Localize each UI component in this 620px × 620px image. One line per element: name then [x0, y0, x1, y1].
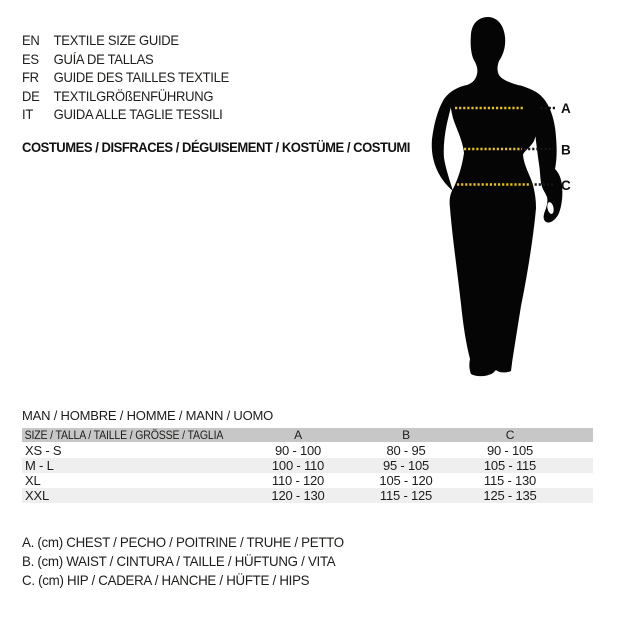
size-cell: XL	[25, 473, 41, 488]
filler-cell	[561, 488, 593, 503]
size-table-header-row	[22, 428, 593, 443]
size-table	[22, 428, 593, 503]
waist-range-cell: 105 - 120	[379, 473, 433, 488]
chest-range-cell: 120 - 130	[243, 488, 353, 503]
table-row-xl	[22, 473, 593, 488]
filler-cell	[561, 443, 593, 458]
table-row-m-l	[22, 458, 593, 473]
language-code: EN	[22, 32, 40, 48]
hip-range-cell: 105 - 115	[459, 458, 561, 473]
language-label: TEXTILGRÖßENFÜHRUNG	[53, 87, 214, 104]
language-label: GUIDE DES TAILLES TEXTILE	[53, 69, 229, 86]
waist-range-cell: 80 - 95	[386, 443, 426, 458]
measure-label-b: B	[561, 142, 571, 158]
column-header-c: C	[459, 428, 561, 443]
column-header-a: A	[243, 428, 353, 443]
legend-hip: C. (cm) HIP / CADERA / HANCHE / HÜFTE / HIPS	[22, 571, 310, 588]
chest-range-cell: 110 - 120	[271, 473, 325, 488]
hip-range-cell: 125 - 135	[459, 488, 561, 503]
hip-range-cell: 90 - 105	[486, 443, 534, 458]
measurement-legend	[22, 533, 361, 589]
language-label: GUIDA ALLE TAGLIE TESSILI	[53, 106, 223, 123]
category-title: COSTUMES / DISFRACES / DÉGUISEMENT / KOSTÜME / COSTUMI	[22, 139, 410, 155]
language-label: GUÍA DE TALLAS	[53, 50, 154, 67]
chest-range-cell: 100 - 110	[243, 458, 353, 473]
language-code: FR	[22, 69, 39, 86]
column-header-b: B	[353, 428, 459, 443]
language-code: ES	[22, 50, 39, 67]
table-title: MAN / HOMBRE / HOMME / MANN / UOMO	[22, 408, 274, 423]
table-row-xs-s	[22, 443, 593, 458]
hip-range-cell: 115 - 130	[483, 473, 537, 488]
waist-range-cell: 95 - 105	[353, 458, 459, 473]
size-cell: M - L	[22, 458, 243, 473]
measure-label-a: A	[561, 101, 571, 116]
legend-chest: A. (cm) CHEST / PECHO / POITRINE / TRUHE / PETTO	[22, 534, 344, 550]
filler-cell	[561, 458, 593, 473]
size-cell: XS - S	[25, 443, 62, 458]
table-row-xxl	[22, 488, 593, 503]
size-cell: XXL	[22, 488, 243, 503]
language-code: IT	[22, 106, 34, 123]
measure-label-c: C	[561, 178, 571, 193]
waist-range-cell: 115 - 125	[353, 488, 459, 503]
column-header-size-label: SIZE / TALLA / TAILLE / GRÖSSE / TAGLIA	[24, 428, 224, 442]
legend-waist: B. (cm) WAIST / CINTURA / TAILLE / HÜFTUNG / VITA	[22, 552, 336, 569]
column-header-size	[22, 428, 243, 443]
chest-range-cell: 90 - 100	[274, 443, 322, 458]
language-code: DE	[22, 87, 40, 104]
man-body-silhouette	[449, 17, 542, 376]
column-header-filler	[561, 428, 593, 443]
filler-cell	[561, 473, 593, 488]
language-label: TEXTILE SIZE GUIDE	[53, 32, 179, 48]
